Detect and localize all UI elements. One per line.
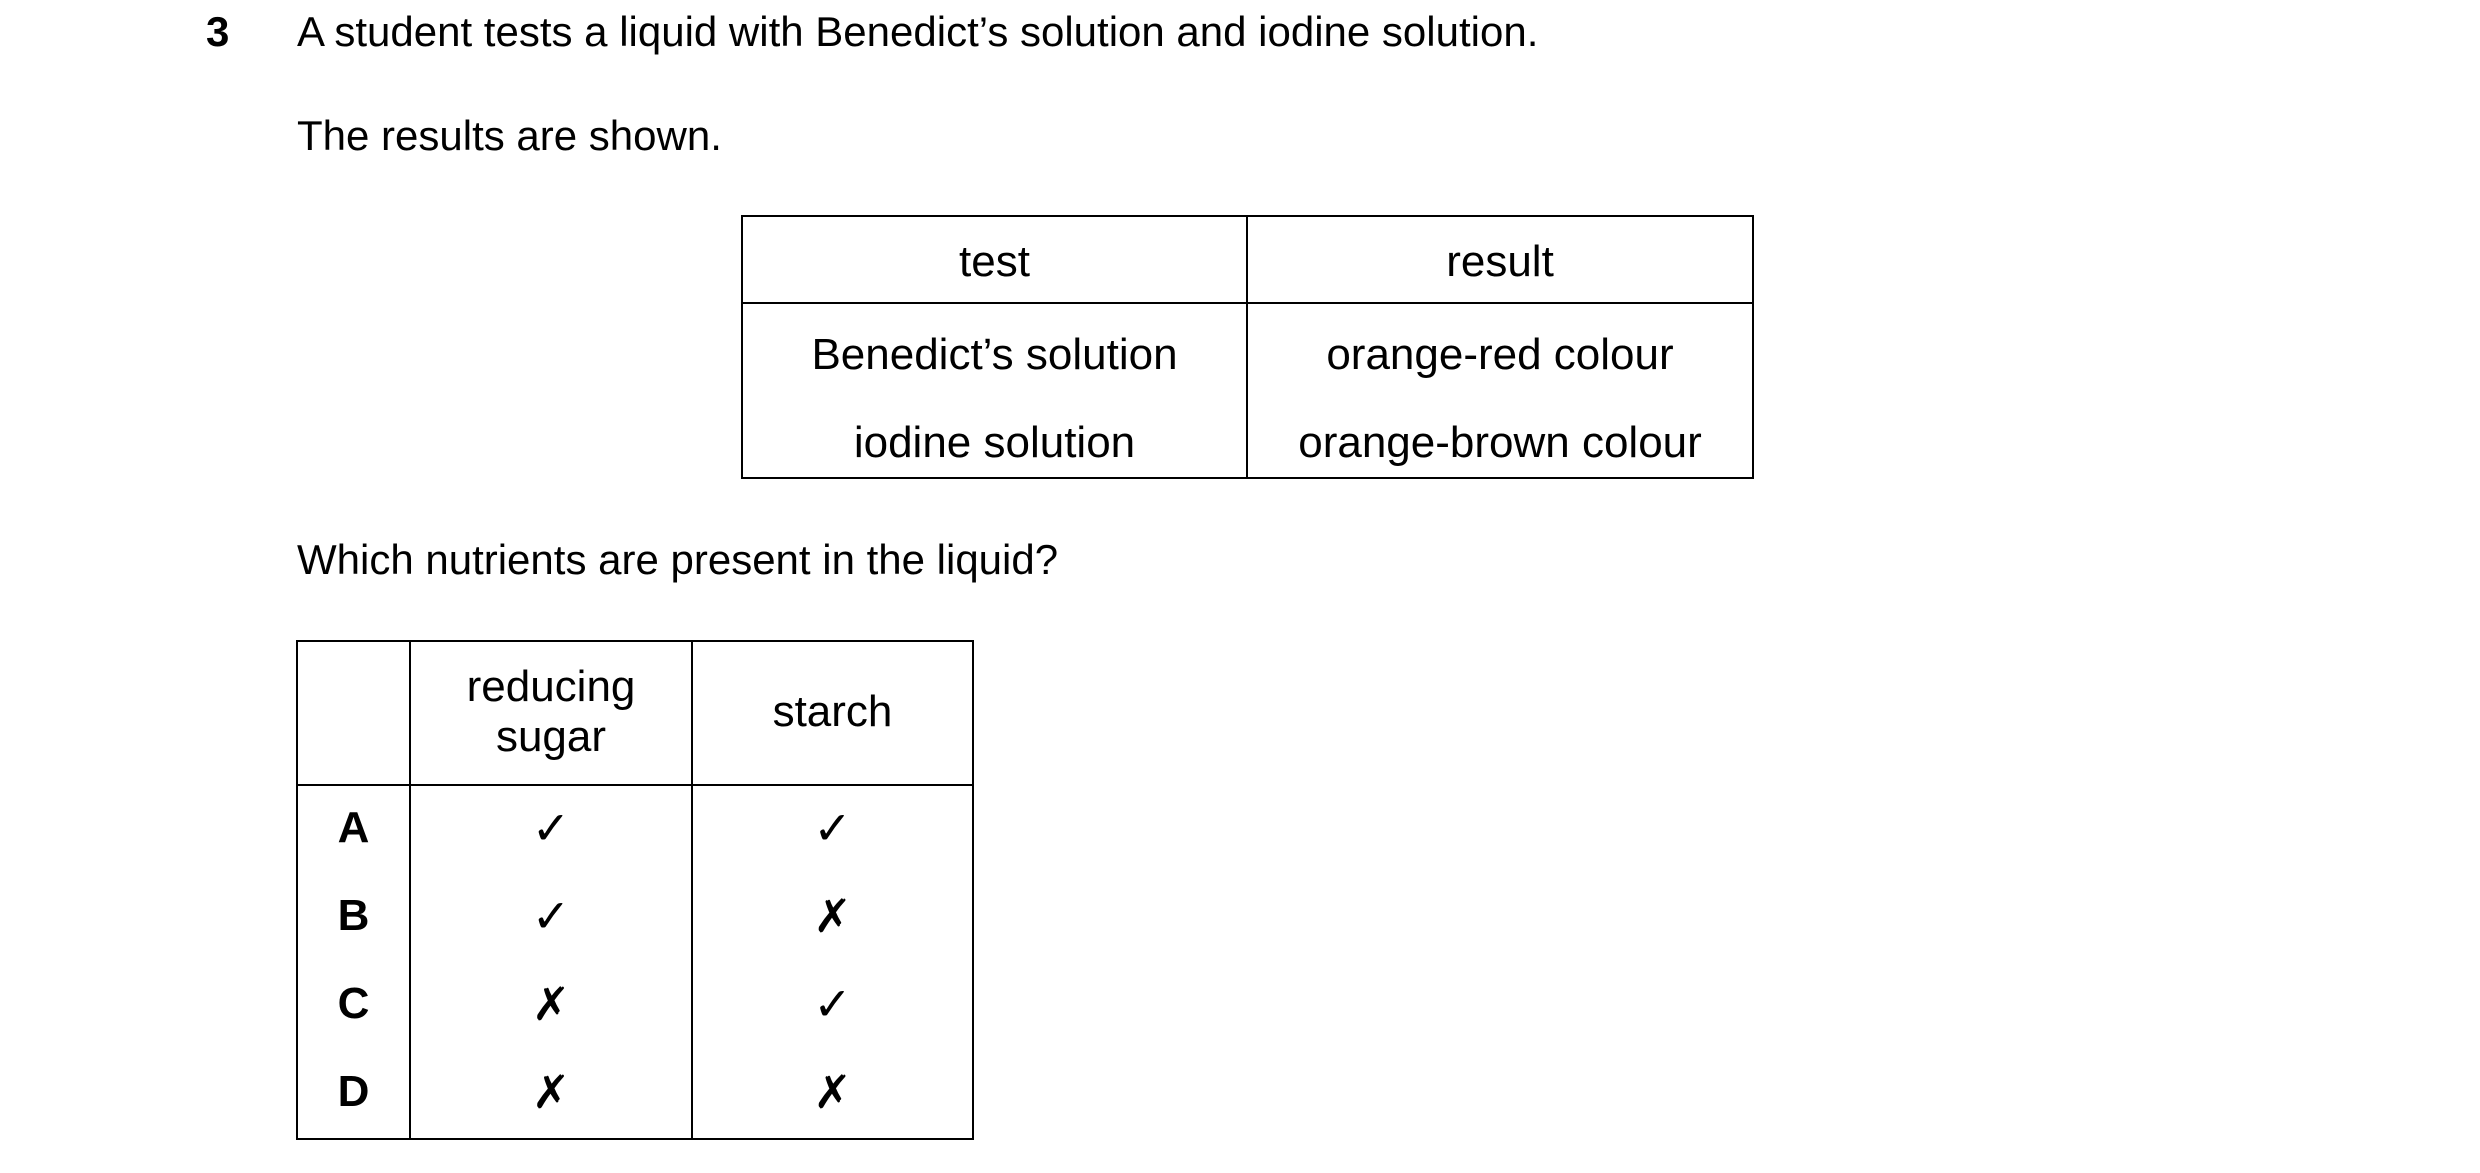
reducing-sugar-mark: ✗ — [531, 1065, 571, 1119]
results-cell-test: iodine solution — [853, 418, 1136, 467]
results-header-result: result — [1446, 237, 1554, 286]
reducing-sugar-mark: ✓ — [531, 801, 571, 855]
options-header-reducing-sugar-line1: reducing — [466, 662, 636, 711]
reducing-sugar-mark: ✓ — [531, 889, 571, 943]
starch-mark: ✗ — [813, 889, 852, 943]
results-header-test: test — [959, 237, 1030, 286]
answer-options-table — [296, 640, 974, 1140]
option-row-c[interactable] — [298, 962, 972, 1050]
starch-mark: ✓ — [813, 977, 852, 1031]
options-header-reducing-sugar-line2: sugar — [495, 712, 607, 761]
results-intro: The results are shown. — [297, 112, 722, 159]
results-cell-test: Benedict’s solution — [811, 330, 1178, 379]
option-letter: A — [337, 803, 370, 852]
results-table — [741, 215, 1754, 479]
starch-mark: ✓ — [813, 801, 852, 855]
reducing-sugar-mark: ✗ — [531, 977, 571, 1031]
options-header-starch: starch — [772, 687, 893, 736]
results-cell-result: orange-red colour — [1326, 330, 1674, 379]
option-row-d[interactable] — [298, 1050, 972, 1138]
question-prompt: Which nutrients are present in the liquid? — [297, 536, 1059, 583]
starch-mark: ✗ — [813, 1065, 852, 1119]
option-letter: D — [337, 1067, 370, 1116]
option-letter: B — [337, 891, 370, 940]
question-number: 3 — [206, 8, 230, 55]
question-stem: A student tests a liquid with Benedict’s solution and iodine solution. — [297, 8, 1539, 55]
option-row-a[interactable] — [298, 786, 972, 874]
results-cell-result: orange-brown colour — [1298, 418, 1702, 467]
results-table-header-divider — [743, 302, 1752, 304]
options-header-reducing-sugar — [411, 662, 691, 762]
option-row-b[interactable] — [298, 874, 972, 962]
option-letter: C — [337, 979, 370, 1028]
